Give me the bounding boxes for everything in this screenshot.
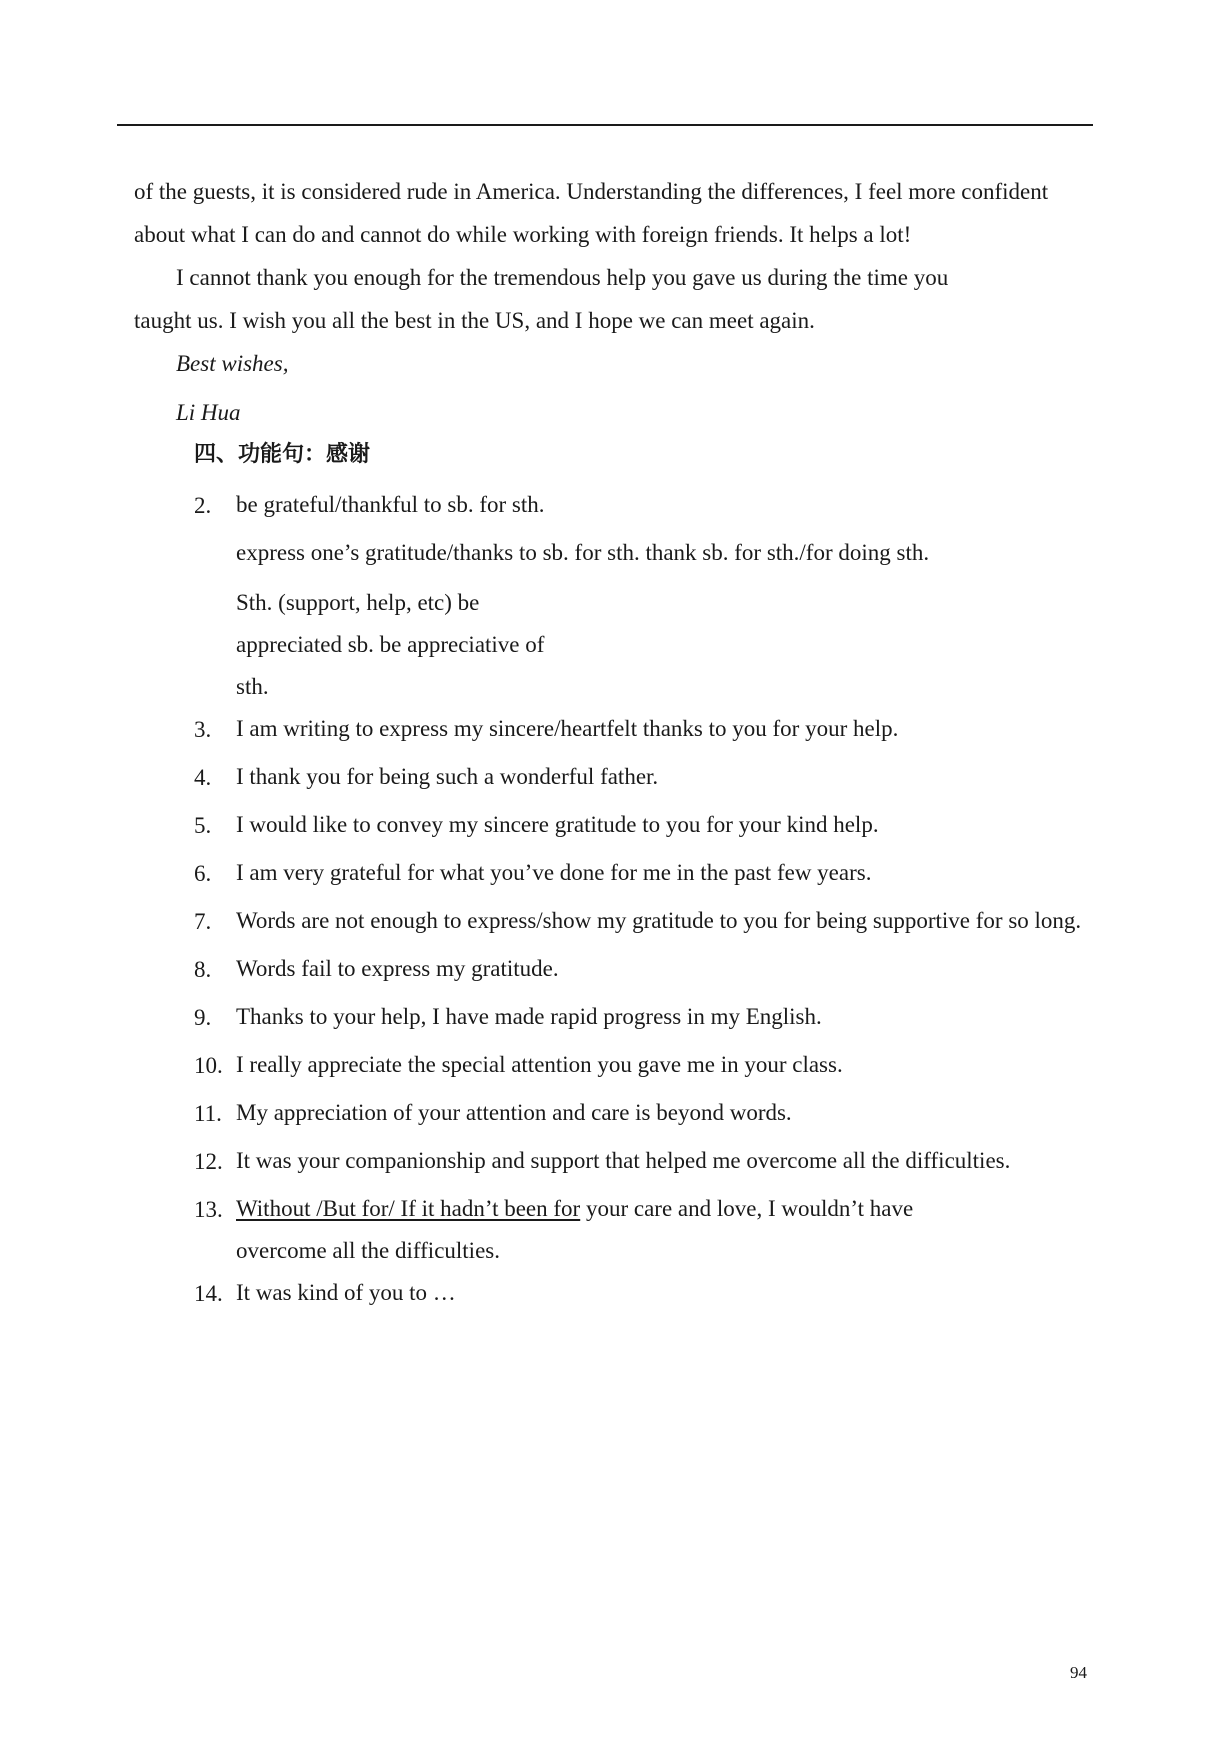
list-item-number: 12. <box>194 1149 223 1174</box>
list-item-text: It was kind of you to … <box>236 1280 456 1305</box>
list-item-number: 5. <box>194 813 212 838</box>
paragraph-line: taught us. I wish you all the best in the US, and I hope we can meet again. <box>134 308 815 333</box>
list-item-number: 7. <box>194 909 212 934</box>
list-item-text: overcome all the difficulties. <box>236 1238 500 1263</box>
list-item-text: Words fail to express my gratitude. <box>236 956 559 981</box>
page-number: 94 <box>1070 1663 1087 1682</box>
list-item-number: 11. <box>194 1101 222 1126</box>
header-rule <box>117 124 1093 126</box>
list-item-number: 9. <box>194 1005 212 1030</box>
list-item-number: 14. <box>194 1281 223 1306</box>
list-item-number: 10. <box>194 1053 223 1078</box>
paragraph-line: about what I can do and cannot do while working with foreign friends. It helps a lot! <box>134 222 912 247</box>
paragraph-line: I cannot thank you enough for the tremendous help you gave us during the time you <box>176 265 949 290</box>
list-item-number: 2. <box>194 493 212 518</box>
list-item-number: 13. <box>194 1197 223 1222</box>
list-item-text: It was your companionship and support that helped me overcome all the difficulties. <box>236 1148 1011 1173</box>
list-item-number: 4. <box>194 765 212 790</box>
list-item-text-rest: your care and love, I wouldn’t have <box>580 1196 914 1221</box>
paragraph-line: of the guests, it is considered rude in America. Understanding the differences, I feel more confident <box>134 179 1049 204</box>
list-item-text: appreciated sb. be appreciative of <box>236 632 545 657</box>
underlined-phrase: Without /But for/ If it hadn’t been for <box>236 1196 581 1221</box>
section-heading: 四、功能句：感谢 <box>194 442 371 467</box>
list-item-number: 6. <box>194 861 212 886</box>
list-item-text: be grateful/thankful to sb. for sth. <box>236 492 545 517</box>
letter-closing: Best wishes, <box>176 351 289 376</box>
list-item-text: express one’s gratitude/thanks to sb. for sth. thank sb. for sth./for doing sth. <box>236 540 930 565</box>
letter-signature: Li Hua <box>176 400 241 425</box>
list-item-text: I thank you for being such a wonderful father. <box>236 764 659 789</box>
list-item-text: I really appreciate the special attention you gave me in your class. <box>236 1052 843 1077</box>
list-item-text: My appreciation of your attention and care is beyond words. <box>236 1100 792 1125</box>
list-item-number: 3. <box>194 717 212 742</box>
list-item-number: 8. <box>194 957 212 982</box>
list-item-text: Words are not enough to express/show my gratitude to you for being supportive for so long. <box>236 908 1082 933</box>
list-item-text: I am very grateful for what you’ve done for me in the past few years. <box>236 860 872 885</box>
list-item-text: I would like to convey my sincere gratitude to you for your kind help. <box>236 812 879 837</box>
list-item-text: sth. <box>236 674 269 699</box>
list-item-text <box>236 1197 913 1220</box>
list-item-text: Thanks to your help, I have made rapid progress in my English. <box>236 1004 822 1029</box>
list-item-text: I am writing to express my sincere/heartfelt thanks to you for your help. <box>236 716 899 741</box>
list-item-text: Sth. (support, help, etc) be <box>236 590 480 615</box>
